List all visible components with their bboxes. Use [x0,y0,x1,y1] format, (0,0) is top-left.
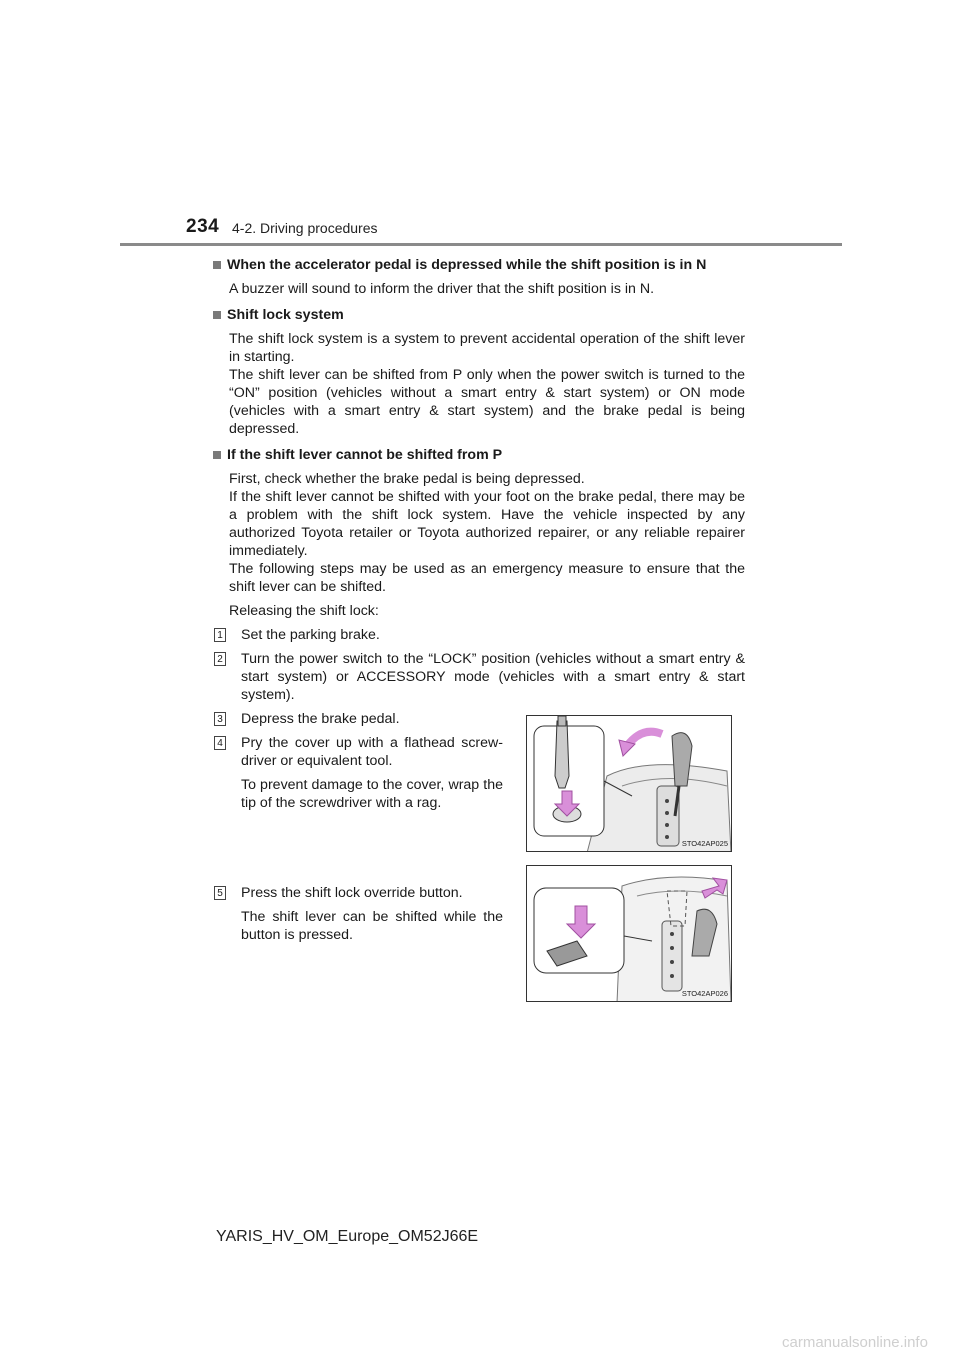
bullet-square-icon [213,311,221,319]
step-number: 1 [214,628,226,642]
step-2 [213,650,745,704]
figure-override-button [526,865,732,1002]
step-text: Turn the power switch to the “LOCK” position (vehicles without a smart entry & start system) or ACCESSORY mode (vehicles with a smart entry & start system). [241,651,745,703]
heading-accelerator-n: When the accelerator pedal is depressed while the shift position is in N [213,256,745,274]
step-1 [213,626,745,644]
document-footer: YARIS_HV_OM_Europe_OM52J66E [216,1228,479,1245]
watermark: carmanualsonline.info [782,1334,928,1351]
step-number: 2 [214,652,226,666]
heading-cannot-shift: If the shift lever cannot be shifted from P [213,446,745,464]
para-shift-lock-desc: The shift lock system is a system to prevent accidental operation of the shift lever in starting. The shift lever can be shifted from P only when the power switch is turned to the “ON” position (vehicles without a smart entry & start system) or ON mode (vehicles with a smart entry & start system) and the brake pedal is being depressed. [229,331,745,437]
step-number: 5 [214,886,226,900]
step-note: The shift lever can be shifted while the button is pressed. [241,909,503,943]
para-buzzer: A buzzer will sound to inform the driver that the shift position is in N. [229,281,655,297]
header-rule [120,243,842,246]
figure-pry-cover [526,715,732,852]
override-button-illustration [527,866,732,1002]
step-number: 3 [214,712,226,726]
figure-code: STO42AP025 [681,839,728,848]
para-check-brake: First, check whether the brake pedal is being depressed. If the shift lever cannot be shifted with your foot on the brake pedal, there may be a problem with the shift lock system. Have the vehicle inspected by any authorized Toyota retailer or Toyota authorized repairer, or any reliable repairer immediately. The following steps may be used as an emergency measure to ensure that the shift lever can be shifted. [229,471,745,595]
step-text: Depress the brake pedal. [241,711,400,727]
figure-code: STO42AP026 [681,989,728,998]
page-number: 234 [186,216,220,237]
bullet-square-icon [213,261,221,269]
step-text: Set the parking brake. [241,627,380,643]
heading-shift-lock-system: Shift lock system [213,306,745,324]
step-text: Pry the cover up with a flathead screw-driver or equivalent tool. [241,735,503,769]
bullet-square-icon [213,451,221,459]
step-number: 4 [214,736,226,750]
step-text: Press the shift lock override button. [241,885,463,901]
section-title: 4-2. Driving procedures [232,220,378,236]
pry-cover-illustration [527,716,732,852]
para-releasing: Releasing the shift lock: [229,603,379,619]
step-note: To prevent damage to the cover, wrap the tip of the screwdriver with a rag. [241,777,503,811]
